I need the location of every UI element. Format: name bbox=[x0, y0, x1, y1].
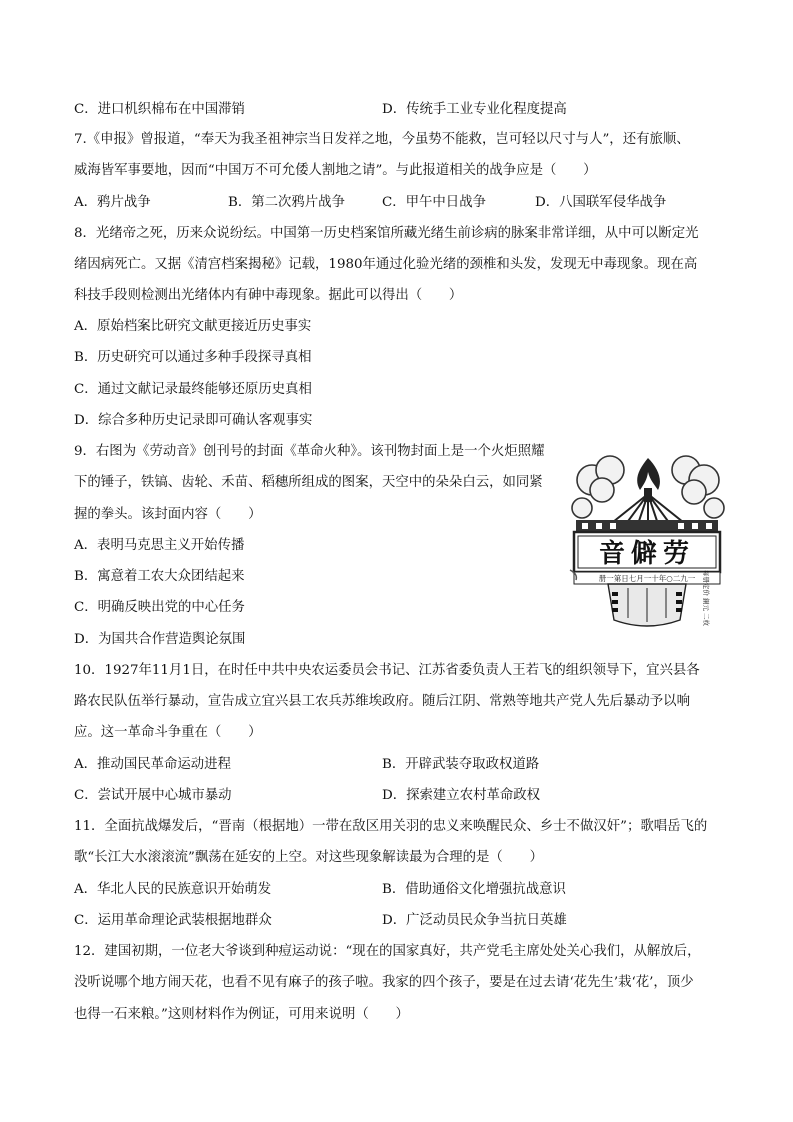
question-11-line-1: 11．全面抗战爆发后，“晋南（根据地）一带在敌区用关羽的忠义来唤醒民众、乡士不做汉奸”；歌唱岳飞的 bbox=[74, 819, 708, 834]
question-8-line-2: 绪因病死亡。又据《清宫档案揭秘》记载，1980年通过化验光绪的颈椎和头发，发现无中毒现象。现在高 bbox=[74, 257, 698, 272]
magazine-cover-image bbox=[568, 452, 726, 632]
option-c: C．明确反映出党的中心任务 bbox=[74, 600, 245, 615]
option-d: D．探索建立农村革命政权 bbox=[382, 788, 541, 803]
question-11-line-2: 歌“长江大水滚滚流”飘荡在延安的上空。对这些现象解读最为合理的是（ ） bbox=[74, 850, 543, 865]
cover-date-line: 册一第日七月一十年○二九一 bbox=[598, 574, 696, 583]
option-c: C．进口机织棉布在中国滞销 bbox=[74, 102, 245, 117]
question-12-line-3: 也得一石来粮。”这则材料作为例证，可用来说明（ ） bbox=[74, 1007, 409, 1022]
question-10-line-3: 应。这一革命斗争重在（ ） bbox=[74, 725, 262, 740]
option-b: B．开辟武装夺取政权道路 bbox=[382, 757, 540, 772]
option-b: B．寓意着工农大众团结起来 bbox=[74, 569, 245, 584]
question-7-line-1: 7.《申报》曾报道，“奉天为我圣祖神宗当日发祥之地，今虽势不能救，岂可轻以尺寸与人”，还有旅顺、 bbox=[74, 132, 690, 147]
question-9-line-3: 握的拳头。该封面内容（ ） bbox=[74, 507, 262, 522]
question-10-line-1: 10．1927年11月1日，在时任中共中央农运委员会书记、江苏省委负责人王若飞的组织领导下，宜兴县各 bbox=[74, 663, 700, 678]
option-a: A．华北人民的民族意识开始萌发 bbox=[74, 882, 272, 897]
magazine-cover-illustration bbox=[568, 452, 726, 632]
option-c: C．通过文献记录最终能够还原历史真相 bbox=[74, 382, 312, 397]
question-12-line-2: 没听说哪个地方闹天花，也看不见有麻子的孩子啦。我家的四个孩子，要是在过去请‘花先生’栽‘花’，顶少 bbox=[74, 975, 694, 990]
option-d: D．综合多种历史记录即可确认客观事实 bbox=[74, 413, 313, 428]
option-a: A．表明马克思主义开始传播 bbox=[74, 538, 245, 553]
cover-masthead: 音僻劳 bbox=[598, 539, 696, 569]
option-a: A．推动国民革命运动进程 bbox=[74, 757, 231, 772]
option-b: B．第二次鸦片战争 bbox=[228, 195, 345, 210]
option-d: D．广泛动员民众争当抗日英雄 bbox=[382, 913, 567, 928]
question-8-line-1: 8．光绪帝之死，历来众说纷纭。中国第一历史档案馆所藏光绪生前诊病的脉案非常详细，从中可以断定光 bbox=[74, 226, 699, 241]
question-9-line-1: 9．右图为《劳动音》创刊号的封面《革命火种》。该刊物封面上是一个火炬照耀 bbox=[74, 444, 545, 459]
option-c: C．尝试开展中心城市暴动 bbox=[74, 788, 232, 803]
question-9-line-2: 下的锤子，铁镐、齿轮、禾苗、稻穗所组成的图案，天空中的朵朵白云，如同紧 bbox=[74, 475, 543, 490]
question-10-line-2: 路农民队伍举行暴动，宣告成立宜兴县工农兵苏维埃政府。随后江阴、常熟等地共产党人先后暴动予以响 bbox=[74, 694, 690, 709]
option-b: B．借助通俗文化增强抗战意识 bbox=[382, 882, 566, 897]
option-c: C．运用革命理论武装根据地群众 bbox=[74, 913, 272, 928]
option-c: C．甲午中日战争 bbox=[382, 195, 486, 210]
option-d: D．八国联军侵华战争 bbox=[535, 195, 667, 210]
question-12-line-1: 12．建国初期，一位老大爷谈到种痘运动说：“现在的国家真好，共产党毛主席处处关心我们，从解放后， bbox=[74, 944, 701, 959]
question-7-line-2: 威海皆军事要地，因而“中国万不可允倭人割地之请”。与此报道相关的战争应是（ ） bbox=[74, 163, 597, 178]
option-d: D．传统手工业专业化程度提高 bbox=[382, 102, 567, 117]
option-d: D．为国共合作营造舆论氛围 bbox=[74, 632, 246, 647]
question-8-line-3: 科技手段则检测出光绪体内有砷中毒现象。据此可以得出（ ） bbox=[74, 288, 463, 303]
option-a: A．原始档案比研究文献更接近历史事实 bbox=[74, 319, 312, 334]
option-b: B．历史研究可以通过多种手段探寻真相 bbox=[74, 350, 312, 365]
cover-side-text: 每册定价 銅元 二枚 bbox=[702, 569, 710, 627]
option-a: A．鸦片战争 bbox=[74, 195, 151, 210]
